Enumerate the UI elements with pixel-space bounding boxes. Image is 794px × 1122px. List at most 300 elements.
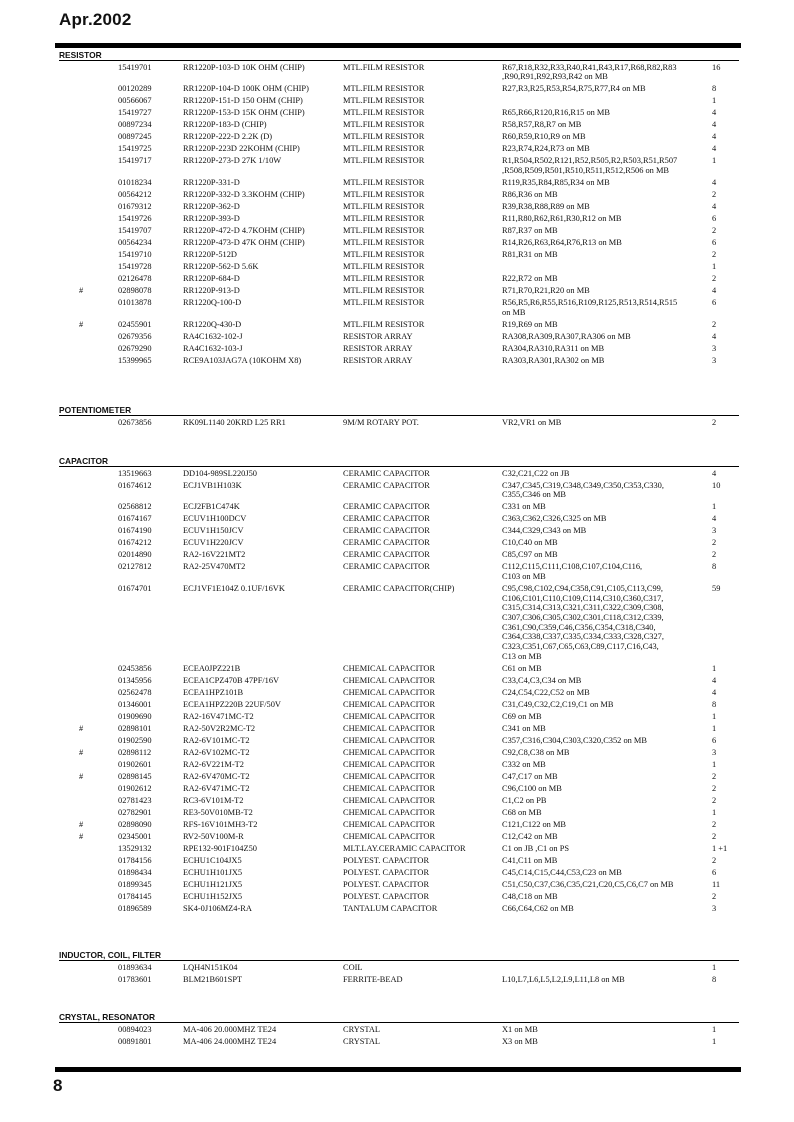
part-location: R1,R504,R502,R121,R52,R505,R2,R503,R51,R507 ,R508,R509,R501,R510,R511,R512,R506 on MB <box>502 156 678 175</box>
part-code: 01902590 <box>118 735 152 745</box>
new-part-mark: # <box>79 831 84 841</box>
section-resistor <box>59 50 739 366</box>
part-description: MTL.FILM RESISTOR <box>343 285 425 295</box>
part-quantity: 1 <box>712 156 717 166</box>
part-description: RESISTOR ARRAY <box>343 343 413 353</box>
part-quantity: 6 <box>712 735 717 745</box>
part-row <box>59 878 739 890</box>
part-number: ECEA0JPZ221B <box>183 663 241 673</box>
part-quantity: 4 <box>712 201 717 211</box>
part-code: 00891801 <box>118 1036 152 1046</box>
part-description: CRYSTAL <box>343 1036 381 1046</box>
part-number: ECHU1H152JX5 <box>183 891 243 901</box>
part-row <box>59 698 739 710</box>
part-description: CHEMICAL CAPACITOR <box>343 663 436 673</box>
part-code: 02679290 <box>118 343 152 353</box>
part-description: RESISTOR ARRAY <box>343 331 413 341</box>
part-quantity: 2 <box>712 538 717 548</box>
part-row <box>59 176 739 188</box>
part-location: R86,R36 on MB <box>502 189 558 199</box>
part-quantity: 1 <box>712 711 717 721</box>
part-description: CERAMIC CAPACITOR <box>343 514 430 524</box>
part-location: R11,R80,R62,R61,R30,R12 on MB <box>502 213 622 223</box>
new-part-mark: # <box>79 319 84 329</box>
part-row <box>59 155 739 177</box>
part-number: RA4C1632-102-J <box>183 331 243 341</box>
part-location: C1 on JB ,C1 on PS <box>502 843 570 853</box>
part-description: MTL.FILM RESISTOR <box>343 273 425 283</box>
part-quantity: 8 <box>712 562 717 572</box>
part-number: ECEA1CPZ470B 47PF/16V <box>183 675 280 685</box>
part-quantity: 2 <box>712 225 717 235</box>
part-location: RA304,RA310,RA311 on MB <box>502 343 605 353</box>
part-code: 01674212 <box>118 538 152 548</box>
part-row <box>59 722 739 734</box>
part-row <box>59 342 739 354</box>
part-location: R67,R18,R32,R33,R40,R41,R43,R17,R68,R82,R83 ,R90,R91,R92,R93,R42 on MB <box>502 62 677 82</box>
part-number: RR1220P-472-D 4.7KOHM (CHIP) <box>183 225 305 235</box>
part-number: RR1220P-913-D <box>183 285 240 295</box>
part-description: CERAMIC CAPACITOR <box>343 468 430 478</box>
part-code: 15419725 <box>118 144 152 154</box>
part-quantity: 11 <box>712 879 721 889</box>
part-quantity: 6 <box>712 213 717 223</box>
part-row <box>59 248 739 260</box>
part-row <box>59 212 739 224</box>
part-quantity: 4 <box>712 285 717 295</box>
part-quantity: 2 <box>712 189 717 199</box>
part-description: CHEMICAL CAPACITOR <box>343 795 436 805</box>
part-quantity: 16 <box>712 62 721 72</box>
part-code: 00564234 <box>118 237 152 247</box>
part-row <box>59 830 739 842</box>
new-part-mark: # <box>79 747 84 757</box>
part-quantity: 4 <box>712 120 717 130</box>
part-location: C344,C329,C343 on MB <box>502 526 587 536</box>
part-description: MTL.FILM RESISTOR <box>343 156 425 166</box>
part-number: RPE132-901F104Z50 <box>183 843 257 853</box>
part-code: 01902612 <box>118 783 152 793</box>
part-number: RR1220P-393-D <box>183 213 240 223</box>
part-location: C12,C42 on MB <box>502 831 558 841</box>
part-code: 01674701 <box>118 583 152 593</box>
part-number: ECJ2FB1C474K <box>183 502 240 512</box>
part-description: MTL.FILM RESISTOR <box>343 62 425 72</box>
part-quantity: 1 +1 <box>712 843 728 853</box>
part-code: 00894023 <box>118 1024 152 1034</box>
part-row <box>59 674 739 686</box>
part-row <box>59 354 739 366</box>
part-location: R22,R72 on MB <box>502 273 558 283</box>
part-number: MA-406 24.000MHZ TE24 <box>183 1036 277 1046</box>
part-code: 02673856 <box>118 417 152 427</box>
part-quantity: 8 <box>712 84 717 94</box>
section-title: CRYSTAL, RESONATOR <box>59 1012 739 1023</box>
part-number: RA4C1632-103-J <box>183 343 243 353</box>
part-description: CERAMIC CAPACITOR <box>343 562 430 572</box>
part-location: R19,R69 on MB <box>502 319 558 329</box>
part-location: R23,R74,R24,R73 on MB <box>502 144 590 154</box>
part-location: C332 on MB <box>502 759 546 769</box>
part-number: RR1220P-331-D <box>183 177 240 187</box>
part-code: 02562478 <box>118 687 152 697</box>
part-row <box>59 854 739 866</box>
part-row <box>59 83 739 95</box>
part-location: R87,R37 on MB <box>502 225 558 235</box>
part-number: ECHU1H101JX5 <box>183 867 243 877</box>
part-quantity: 4 <box>712 687 717 697</box>
part-code: 02455901 <box>118 319 152 329</box>
part-code: 02453856 <box>118 663 152 673</box>
part-description: CERAMIC CAPACITOR <box>343 550 430 560</box>
part-code: 01679312 <box>118 201 152 211</box>
part-row <box>59 318 739 330</box>
part-number: ECEA1HPZ220B 22UF/50V <box>183 699 281 709</box>
part-location: C31,C49,C32,C2,C19,C1 on MB <box>502 699 614 709</box>
part-number: RA2-16V221MT2 <box>183 550 246 560</box>
part-description: CHEMICAL CAPACITOR <box>343 831 436 841</box>
part-location: C347,C345,C319,C348,C349,C350,C353,C330, C355,C346 on MB <box>502 480 664 500</box>
part-location: C10,C40 on MB <box>502 538 558 548</box>
part-quantity: 2 <box>712 795 717 805</box>
part-description: MTL.FILM RESISTOR <box>343 108 425 118</box>
part-row <box>59 561 739 583</box>
part-location: C341 on MB <box>502 723 546 733</box>
part-number: RE3-50V010MB-T2 <box>183 807 253 817</box>
part-description: MTL.FILM RESISTOR <box>343 297 425 307</box>
part-quantity: 2 <box>712 771 717 781</box>
part-code: 02781423 <box>118 795 152 805</box>
part-row <box>59 818 739 830</box>
part-description: CHEMICAL CAPACITOR <box>343 675 436 685</box>
part-row <box>59 260 739 272</box>
part-description: POLYEST. CAPACITOR <box>343 867 430 877</box>
part-code: 01909690 <box>118 711 152 721</box>
part-row <box>59 200 739 212</box>
part-number: RC3-6V101M-T2 <box>183 795 244 805</box>
part-code: 15419717 <box>118 156 152 166</box>
part-row <box>59 525 739 537</box>
part-location: C24,C54,C22,C52 on MB <box>502 687 590 697</box>
part-location: L10,L7,L6,L5,L2,L9,L11,L8 on MB <box>502 974 625 984</box>
part-location: R71,R70,R21,R20 on MB <box>502 285 590 295</box>
part-quantity: 6 <box>712 237 717 247</box>
part-code: 02679356 <box>118 331 152 341</box>
part-number: RA2-50V2R2MC-T2 <box>183 723 256 733</box>
part-location: C121,C122 on MB <box>502 819 566 829</box>
part-code: 01898434 <box>118 867 152 877</box>
part-description: CHEMICAL CAPACITOR <box>343 723 436 733</box>
part-number: RA2-6V102MC-T2 <box>183 747 250 757</box>
part-quantity: 4 <box>712 144 717 154</box>
part-row <box>59 770 739 782</box>
part-description: POLYEST. CAPACITOR <box>343 891 430 901</box>
part-row <box>59 330 739 342</box>
part-number: RR1220P-103-D 10K OHM (CHIP) <box>183 62 305 72</box>
part-code: 15419728 <box>118 261 152 271</box>
part-code: 13529132 <box>118 843 152 853</box>
part-quantity: 3 <box>712 747 717 757</box>
part-location: X1 on MB <box>502 1024 538 1034</box>
part-description: MTL.FILM RESISTOR <box>343 237 425 247</box>
part-location: R27,R3,R25,R53,R54,R75,R77,R4 on MB <box>502 84 646 94</box>
part-location: C69 on MB <box>502 711 542 721</box>
part-code: 01784156 <box>118 855 152 865</box>
part-location: R60,R59,R10,R9 on MB <box>502 132 586 142</box>
part-number: RR1220P-362-D <box>183 201 240 211</box>
part-number: RR1220P-151-D 150 OHM (CHIP) <box>183 96 303 106</box>
part-number: RR1220P-684-D <box>183 273 240 283</box>
part-row <box>59 537 739 549</box>
part-location: R14,R26,R63,R64,R76,R13 on MB <box>502 237 622 247</box>
part-description: CHEMICAL CAPACITOR <box>343 819 436 829</box>
part-number: SK4-0J106MZ4-RA <box>183 903 252 913</box>
part-number: RR1220P-104-D 100K OHM (CHIP) <box>183 84 309 94</box>
part-quantity: 2 <box>712 249 717 259</box>
part-quantity: 3 <box>712 355 717 365</box>
part-location: C32,C21,C22 on JB <box>502 468 570 478</box>
part-quantity: 4 <box>712 331 717 341</box>
part-quantity: 1 <box>712 1024 717 1034</box>
part-code: 15419710 <box>118 249 152 259</box>
part-row <box>59 296 739 318</box>
part-code: 15399965 <box>118 355 152 365</box>
part-quantity: 2 <box>712 319 717 329</box>
part-row <box>59 188 739 200</box>
part-code: 00566067 <box>118 96 152 106</box>
part-location: R119,R35,R84,R85,R34 on MB <box>502 177 610 187</box>
part-description: MTL.FILM RESISTOR <box>343 189 425 199</box>
part-description: POLYEST. CAPACITOR <box>343 855 430 865</box>
part-description: CERAMIC CAPACITOR <box>343 502 430 512</box>
part-number: ECHU1H121JX5 <box>183 879 243 889</box>
part-description: MLT.LAY.CERAMIC CAPACITOR <box>343 843 466 853</box>
part-location: C61 on MB <box>502 663 542 673</box>
part-number: ECJ1VB1H103K <box>183 480 242 490</box>
part-location: C331 on MB <box>502 502 546 512</box>
section-capacitor <box>59 456 739 914</box>
part-number: RA2-25V470MT2 <box>183 562 246 572</box>
part-description: MTL.FILM RESISTOR <box>343 132 425 142</box>
part-description: FERRITE-BEAD <box>343 974 403 984</box>
part-location: C96,C100 on MB <box>502 783 562 793</box>
part-quantity: 2 <box>712 783 717 793</box>
part-description: CHEMICAL CAPACITOR <box>343 699 436 709</box>
part-code: 01013878 <box>118 297 152 307</box>
part-row <box>59 479 739 501</box>
part-quantity: 6 <box>712 297 717 307</box>
part-location: C48,C18 on MB <box>502 891 558 901</box>
part-number: RA2-6V470MC-T2 <box>183 771 250 781</box>
part-code: 02568812 <box>118 502 152 512</box>
part-row <box>59 119 739 131</box>
part-location: C66,C64,C62 on MB <box>502 903 574 913</box>
part-location: C357,C316,C304,C303,C320,C352 on MB <box>502 735 647 745</box>
part-row <box>59 866 739 878</box>
part-quantity: 2 <box>712 891 717 901</box>
part-code: 00897245 <box>118 132 152 142</box>
part-description: CRYSTAL <box>343 1024 381 1034</box>
part-location: C92,C8,C38 on MB <box>502 747 570 757</box>
part-description: CERAMIC CAPACITOR <box>343 480 430 490</box>
part-quantity: 2 <box>712 831 717 841</box>
part-quantity: 4 <box>712 108 717 118</box>
part-number: RK09L1140 20KRD L25 RR1 <box>183 417 286 427</box>
part-quantity: 2 <box>712 855 717 865</box>
part-code: 02014890 <box>118 550 152 560</box>
part-quantity: 1 <box>712 759 717 769</box>
part-description: RESISTOR ARRAY <box>343 355 413 365</box>
part-row <box>59 734 739 746</box>
part-code: 02127812 <box>118 562 152 572</box>
part-quantity: 2 <box>712 273 717 283</box>
footer-rule <box>55 1067 741 1072</box>
part-location: C68 on MB <box>502 807 542 817</box>
part-code: 02898078 <box>118 285 152 295</box>
part-number: RR1220P-332-D 3.3KOHM (CHIP) <box>183 189 305 199</box>
part-code: 00120289 <box>118 84 152 94</box>
part-number: DD104-989SL220J50 <box>183 468 257 478</box>
part-description: MTL.FILM RESISTOR <box>343 201 425 211</box>
part-number: MA-406 20.000MHZ TE24 <box>183 1024 277 1034</box>
part-quantity: 1 <box>712 261 717 271</box>
part-row <box>59 1035 739 1047</box>
part-description: MTL.FILM RESISTOR <box>343 96 425 106</box>
part-location: R81,R31 on MB <box>502 249 558 259</box>
part-quantity: 4 <box>712 468 717 478</box>
part-location: R58,R57,R8,R7 on MB <box>502 120 582 130</box>
part-code: 01018234 <box>118 177 152 187</box>
section-inductor-coil-filter <box>59 950 739 985</box>
part-code: 01674190 <box>118 526 152 536</box>
part-number: RFS-16V101MH3-T2 <box>183 819 258 829</box>
part-code: 01674612 <box>118 480 152 490</box>
part-row <box>59 662 739 674</box>
part-number: RR1220P-273-D 27K 1/10W <box>183 156 282 166</box>
part-quantity: 1 <box>712 962 717 972</box>
part-row <box>59 1023 739 1035</box>
section-potentiometer <box>59 405 739 428</box>
part-number: RR1220Q-430-D <box>183 319 242 329</box>
part-code: 01893634 <box>118 962 152 972</box>
part-row <box>59 143 739 155</box>
part-description: CERAMIC CAPACITOR(CHIP) <box>343 583 455 593</box>
part-row <box>59 806 739 818</box>
part-row <box>59 710 739 722</box>
part-location: C95,C98,C102,C94,C358,C91,C105,C113,C99, C106,C101,C110,C109,C114,C310,C360,C317, C315,C314,C313,C321,C311,C322,C309,C308, C307,C306,C305,C302,C301,C118,C312,C339, C361,C90,C359,C46,C356,C354,C318,C340, C364,C338,C337,C335,C334,C333,C328,C327, C323,C351,C67,C65,C63,C89,C117,C16,C43, C13 on MB <box>502 583 664 661</box>
part-number: RR1220P-183-D (CHIP) <box>183 120 267 130</box>
part-row <box>59 794 739 806</box>
part-location: VR2,VR1 on MB <box>502 417 562 427</box>
section-title: INDUCTOR, COIL, FILTER <box>59 950 739 961</box>
part-row <box>59 416 739 428</box>
part-row <box>59 582 739 662</box>
part-row <box>59 513 739 525</box>
part-quantity: 3 <box>712 526 717 536</box>
part-description: MTL.FILM RESISTOR <box>343 249 425 259</box>
part-code: 15419726 <box>118 213 152 223</box>
part-description: MTL.FILM RESISTOR <box>343 84 425 94</box>
part-description: CHEMICAL CAPACITOR <box>343 807 436 817</box>
part-description: CHEMICAL CAPACITOR <box>343 711 436 721</box>
part-description: CHEMICAL CAPACITOR <box>343 735 436 745</box>
part-quantity: 3 <box>712 903 717 913</box>
part-quantity: 1 <box>712 96 717 106</box>
page-number: 8 <box>53 1076 63 1095</box>
part-number: RR1220P-222-D 2.2K (D) <box>183 132 273 142</box>
part-description: MTL.FILM RESISTOR <box>343 225 425 235</box>
part-code: 01783601 <box>118 974 152 984</box>
part-code: 01902601 <box>118 759 152 769</box>
part-description: TANTALUM CAPACITOR <box>343 903 438 913</box>
part-quantity: 4 <box>712 514 717 524</box>
part-quantity: 8 <box>712 699 717 709</box>
part-description: CERAMIC CAPACITOR <box>343 526 430 536</box>
part-number: ECHU1C104JX5 <box>183 855 242 865</box>
part-number: RA2-6V221M-T2 <box>183 759 244 769</box>
part-location: R56,R5,R6,R55,R516,R109,R125,R513,R514,R515 on MB <box>502 297 678 317</box>
part-number: RR1220P-153-D 15K OHM (CHIP) <box>183 108 305 118</box>
part-description: CHEMICAL CAPACITOR <box>343 783 436 793</box>
part-code: 02898112 <box>118 747 152 757</box>
section-title: RESISTOR <box>59 50 739 61</box>
part-code: 01896589 <box>118 903 152 913</box>
section-title: POTENTIOMETER <box>59 405 739 416</box>
part-row <box>59 686 739 698</box>
part-quantity: 1 <box>712 1036 717 1046</box>
part-location: C1,C2 on PB <box>502 795 547 805</box>
part-code: 02898101 <box>118 723 152 733</box>
part-description: MTL.FILM RESISTOR <box>343 213 425 223</box>
part-row <box>59 107 739 119</box>
part-quantity: 4 <box>712 177 717 187</box>
part-number: LQH4N151K04 <box>183 962 238 972</box>
part-number: RR1220Q-100-D <box>183 297 242 307</box>
part-row <box>59 501 739 513</box>
part-description: CHEMICAL CAPACITOR <box>343 771 436 781</box>
part-quantity: 3 <box>712 343 717 353</box>
part-description: CHEMICAL CAPACITOR <box>343 747 436 757</box>
part-quantity: 4 <box>712 675 717 685</box>
part-location: C47,C17 on MB <box>502 771 558 781</box>
part-location: C85,C97 on MB <box>502 550 558 560</box>
part-number: RA2-6V101MC-T2 <box>183 735 250 745</box>
part-code: 02898145 <box>118 771 152 781</box>
part-row <box>59 549 739 561</box>
part-location: C51,C50,C37,C36,C35,C21,C20,C5,C6,C7 on MB <box>502 879 674 889</box>
part-row <box>59 758 739 770</box>
part-number: RA2-6V471MC-T2 <box>183 783 250 793</box>
part-row <box>59 236 739 248</box>
new-part-mark: # <box>79 771 84 781</box>
part-number: ECUV1H150JCV <box>183 526 244 536</box>
part-code: 15419707 <box>118 225 152 235</box>
part-description: POLYEST. CAPACITOR <box>343 879 430 889</box>
part-number: BLM21B601SPT <box>183 974 243 984</box>
part-row <box>59 973 739 985</box>
part-quantity: 1 <box>712 723 717 733</box>
part-number: RCE9A103JAG7A (10KOHM X8) <box>183 355 302 365</box>
part-quantity: 10 <box>712 480 721 490</box>
part-row <box>59 272 739 284</box>
part-row <box>59 61 739 83</box>
part-location: RA303,RA301,RA302 on MB <box>502 355 605 365</box>
part-quantity: 1 <box>712 502 717 512</box>
part-location: RA308,RA309,RA307,RA306 on MB <box>502 331 631 341</box>
new-part-mark: # <box>79 285 84 295</box>
part-code: 01674167 <box>118 514 152 524</box>
part-description: 9M/M ROTARY POT. <box>343 417 419 427</box>
